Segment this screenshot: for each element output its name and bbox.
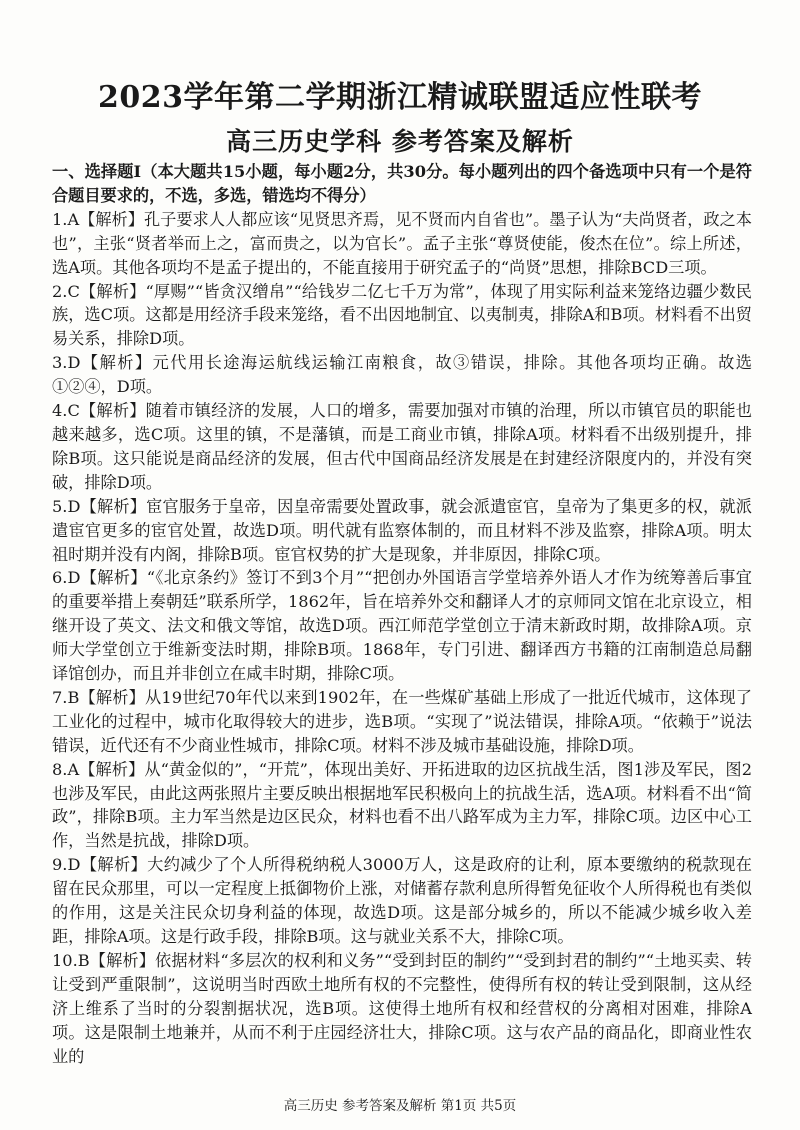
answer-content [52, 160, 752, 1068]
answer-item-3: 3.D【解析】元代用长途海运航线运输江南粮食，故③错误，排除。其他各项均正确。故选①②④，D项。 [52, 353, 752, 397]
answer-item-10: 10.B【解析】依据材料“多层次的权利和义务”“受到封臣的制约”“受到封君的制约”“土地买卖、转让受到严重限制”，这说明当时西欧土地所有权的不完整性，使得所有权的转让受到限制，这从经济上维系了当时的分裂割据状况，选B项。这使得土地所有权和经营权的分离相对困难，排除A项。这是限制土地兼并，从而不利于庄园经济壮大，排除C项。这与农产品的商品化，即商业性农业的 [52, 950, 752, 1066]
document-subtitle: 高三历史学科 参考答案及解析 [226, 127, 574, 156]
answer-item-7: 7.B【解析】从19世纪70年代以来到1902年，在一些煤矿基础上形成了一批近代城市，这体现了工业化的过程中，城市化取得较大的进步，选B项。“实现了”说法错误，排除A项。“依赖于”说法错误，近代还有不少商业性城市，排除C项。材料不涉及城市基础设施，排除D项。 [52, 687, 752, 755]
answer-item-1: 1.A【解析】孔子要求人人都应该“见贤思齐焉，见不贤而内自省也”。墨子认为“夫尚贤者，政之本也”，主张“贤者举而上之，富而贵之，以为官长”。孟子主张“尊贤使能，俊杰在位”。综上所述，选A项。其他各项均不是孟子提出的，不能直接用于研究孟子的“尚贤”思想，排除BCD三项。 [52, 209, 752, 277]
answer-item-2: 2.C【解析】“厚赐”“皆贪汉缯帛”“给钱岁二亿七千万为常”，体现了用实际利益来笼络边疆少数民族，选C项。这都是用经济手段来笼络，看不出因地制宜、以夷制夷，排除A和B项。材料看不出贸易关系，排除D项。 [52, 281, 752, 349]
answer-item-6: 6.D【解析】“《北京条约》签订不到3个月”“把创办外国语言学堂培养外语人才作为统筹善后事宜的重要举措上奏朝廷”联系所学，1862年，旨在培养外交和翻译人才的京师同文馆在北京设立，相继开设了英文、法文和俄文等馆，故选D项。西江师范学堂创立于清末新政时期，故排除A项。京师大学堂创立于维新变法时期，排除B项。1868年，专门引进、翻译西方书籍的江南制造总局翻译馆创办，而且并非创立在咸丰时期，排除C项。 [52, 568, 752, 684]
answer-item-4: 4.C【解析】随着市镇经济的发展，人口的增多，需要加强对市镇的治理，所以市镇官员的职能也越来越多，选C项。这里的镇，不是藩镇，而是工商业市镇，排除A项。材料看不出级别提升，排除B项。这只能说是商品经济的发展，但古代中国商品经济发展是在封建经济限度内的，并没有突破，排除D项。 [52, 401, 752, 492]
page-footer: 高三历史 参考答案及解析 第1页 共5页 [283, 1098, 517, 1114]
section-heading: 一、选择题Ⅰ（本大题共15小题，每小题2分，共30分。每小题列出的四个备选项中只有一个是符合题目要求的，不选，多选，错选均不得分） [52, 162, 752, 205]
answer-item-8: 8.A【解析】从“黄金似的”，“开荒”，体现出美好、开拓进取的边区抗战生活，图1涉及军民，图2也涉及军民，由此这两张照片主要反映出根据地军民积极向上的抗战生活，选A项。材料看不出“简政”，排除B项。主力军当然是边区民众，材料也看不出八路军成为主力军，排除C项。边区中心工作，当然是抗战，排除D项。 [52, 759, 752, 851]
answer-item-5: 5.D【解析】宦官服务于皇帝，因皇帝需要处置政事，就会派遣宦官，皇帝为了集更多的权，就派遣宦官更多的宦官处置，故选D项。明代就有监察体制的，而且材料不涉及监察，排除A项。明太祖时期并没有内阁，排除B项。宦官权势的扩大是现象，并非原因，排除C项。 [52, 496, 752, 564]
answer-item-9: 9.D【解析】大约减少了个人所得税纳税人3000万人，这是政府的让利，原本要缴纳的税款现在留在民众那里，可以一定程度上抵御物价上涨，对储蓄存款利息所得暂免征收个人所得税也有类似的作用，这是关注民众切身利益的体现，故选D项。这是部分城乡的，所以不能减少城乡收入差距，排除A项。这是行政手段，排除B项。这与就业关系不大，排除C项。 [52, 855, 752, 946]
document-title: 2023学年第二学期浙江精诚联盟适应性联考 [98, 80, 702, 115]
